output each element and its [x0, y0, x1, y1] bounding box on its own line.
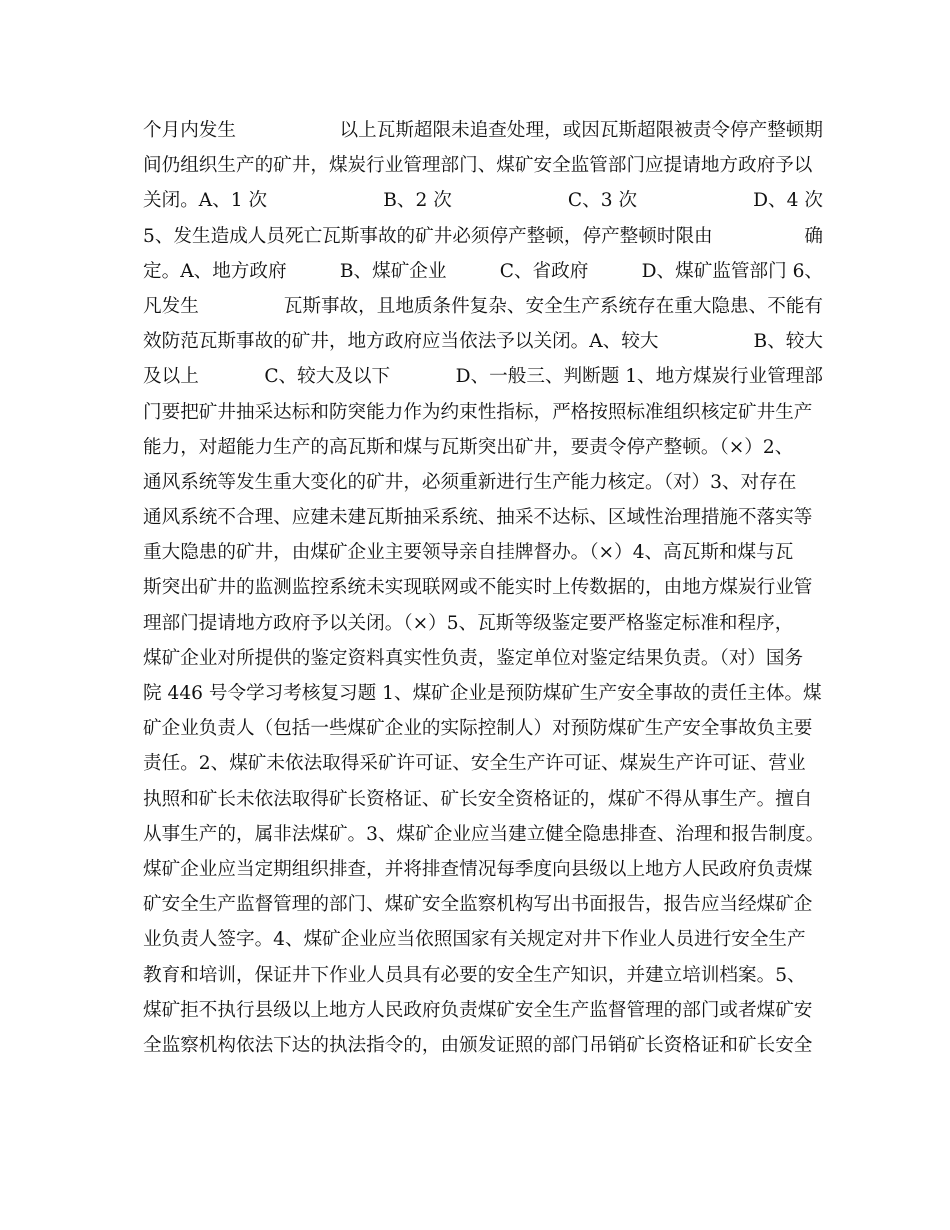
text-segment: 能力，对超能力生产的高瓦斯和煤与瓦斯突出矿井，要责令停产整顿。（×）2、 [143, 436, 794, 458]
text-line [143, 817, 823, 852]
text-line [143, 535, 823, 570]
text-line [143, 430, 823, 465]
text-segment: 矿企业负责人（包括一些煤矿企业的实际控制人）对预防煤矿生产安全事故负主要 [143, 718, 813, 740]
text-segment: 间仍组织生产的矿井，煤炭行业管理部门、煤矿安全监管部门应提请地方政府予以 [143, 155, 813, 177]
text-segment: C、较大及以下 [264, 366, 391, 388]
text-segment: 全监察机构依法下达的执法指令的，由颁发证照的部门吊销矿长资格证和矿长安全 [143, 1034, 813, 1056]
text-line [143, 606, 823, 641]
text-line [143, 113, 823, 148]
text-line [143, 782, 823, 817]
text-segment: 门要把矿井抽采达标和防突能力作为约束性指标，严格按照标准组织核定矿井生产 [143, 401, 813, 423]
text-segment: B、2 次 [383, 190, 452, 212]
text-segment: C、省政府 [499, 260, 589, 282]
text-segment: D、4 次 [753, 190, 823, 212]
text-segment: B、煤矿企业 [339, 260, 447, 282]
text-segment: 煤矿拒不执行县级以上地方人民政府负责煤矿安全生产监督管理的部门或者煤矿安 [143, 999, 813, 1021]
text-line [143, 958, 823, 993]
text-segment: 确 [804, 225, 823, 247]
text-segment: 矿安全生产监督管理的部门、煤矿安全监察机构写出书面报告，报告应当经煤矿企 [143, 894, 813, 916]
text-segment: D、煤矿监管部门 6、 [641, 260, 823, 282]
text-segment: 瓦斯事故，且地质条件复杂、安全生产系统存在重大隐患、不能有 [283, 295, 823, 317]
text-line [143, 641, 823, 676]
text-segment: 煤矿企业应当定期组织排查，并将排查情况每季度向县级以上地方人民政府负责煤 [143, 858, 813, 880]
text-segment: 责任。2、煤矿未依法取得采矿许可证、安全生产许可证、煤炭生产许可证、营业 [143, 753, 806, 775]
text-segment: 斯突出矿井的监测监控系统未实现联网或不能实时上传数据的，由地方煤炭行业管 [143, 577, 813, 599]
text-line [143, 570, 823, 605]
text-line [143, 395, 823, 430]
text-segment: 定。A、地方政府 [143, 260, 287, 282]
text-line [143, 711, 823, 746]
text-segment: 以上瓦斯超限未追查处理，或因瓦斯超限被责令停产整顿期 [339, 120, 823, 141]
text-segment: 5、发生造成人员死亡瓦斯事故的矿井必须停产整顿，停产整顿时限由 [143, 225, 713, 247]
body-text [143, 113, 823, 1063]
text-line [143, 465, 823, 500]
text-segment: 业负责人签字。4、煤矿企业应当依照国家有关规定对井下作业人员进行安全生产 [143, 929, 806, 951]
text-line [143, 922, 823, 957]
text-segment: 院 446 号令学习考核复习题 1、煤矿企业是预防煤矿生产安全事故的责任主体。煤 [143, 683, 822, 704]
text-segment: 通风系统不合理、应建未建瓦斯抽采系统、抽采不达标、区域性治理措施不落实等 [143, 507, 813, 529]
text-line [143, 852, 823, 887]
text-segment: 教育和培训，保证井下作业人员具有必要的安全生产知识，并建立培训档案。5、 [143, 964, 806, 986]
text-line [143, 1028, 823, 1063]
text-segment: 关闭。A、1 次 [143, 190, 268, 212]
text-segment: 从事生产的，属非法煤矿。3、煤矿企业应当建立健全隐患排查、治理和报告制度。 [143, 823, 825, 845]
text-line [143, 289, 823, 324]
text-segment: 效防范瓦斯事故的矿井，地方政府应当依法予以关闭。A、较大 [143, 331, 659, 353]
text-line [143, 746, 823, 781]
text-line [143, 993, 823, 1028]
text-segment: B、较大 [753, 331, 823, 353]
text-line [143, 359, 823, 394]
text-line [143, 887, 823, 922]
text-segment: 煤矿企业对所提供的鉴定资料真实性负责，鉴定单位对鉴定结果负责。（对）国务 [143, 647, 804, 669]
text-line [143, 148, 823, 183]
text-line [143, 500, 823, 535]
text-line [143, 254, 823, 289]
text-segment: 及以上 [143, 366, 199, 388]
text-line [143, 324, 823, 359]
text-line [143, 183, 823, 218]
text-segment: 理部门提请地方政府予以关闭。（×）5、瓦斯等级鉴定要严格鉴定标准和程序， [143, 612, 794, 634]
text-line [143, 219, 823, 254]
text-line [143, 676, 823, 711]
text-segment: C、3 次 [567, 190, 638, 212]
text-segment: 个月内发生 [143, 120, 236, 141]
text-segment: 凡发生 [143, 295, 199, 317]
text-segment: D、一般三、判断题 1、地方煤炭行业管理部 [455, 366, 823, 388]
text-segment: 重大隐患的矿井，由煤矿企业主要领导亲自挂牌督办。（×）4、高瓦斯和煤与瓦 [143, 542, 794, 564]
text-segment: 通风系统等发生重大变化的矿井，必须重新进行生产能力核定。（对）3、对存在 [143, 471, 797, 493]
text-segment: 执照和矿长未依法取得矿长资格证、矿长安全资格证的，煤矿不得从事生产。擅自 [143, 788, 813, 810]
